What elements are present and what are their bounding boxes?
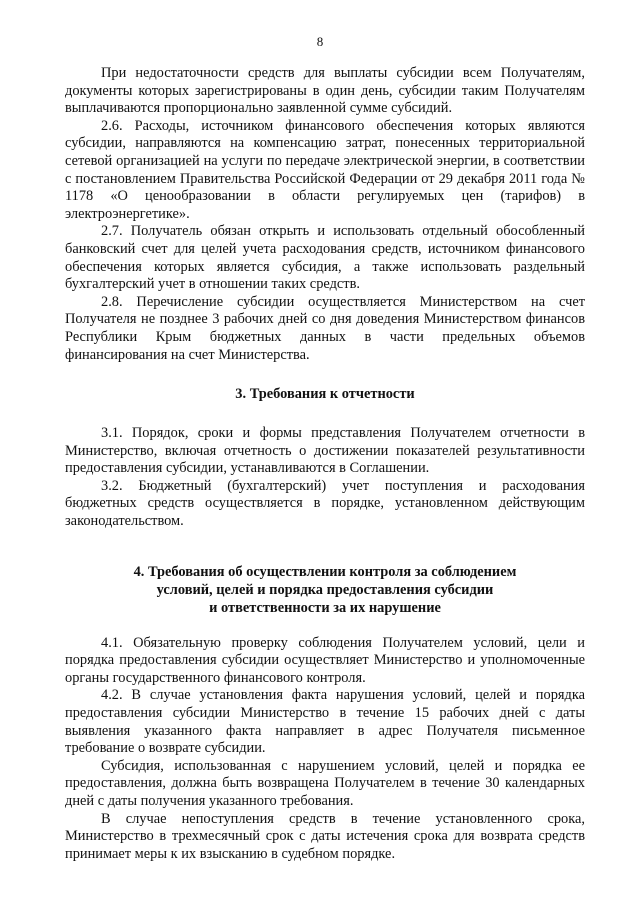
paragraph-2-7: 2.7. Получатель обязан открыть и использовать отдельный обособленный банковский счет для целей учета расходования средств, источником финансового обеспечения которых является субсидия, а также использовать раздельный бухгалтерский учет в отношении таких средств. bbox=[65, 223, 585, 293]
paragraph-insufficient-funds: При недостаточности средств для выплаты субсидии всем Получателям, документы которых зарегистрированы в один день, субсидии таким Получателям выплачиваются пропорционально заявленной сумме субсидий. bbox=[65, 65, 585, 117]
page-number: 8 bbox=[316, 34, 324, 49]
section-3-heading: 3. Требования к отчетности bbox=[235, 386, 415, 403]
paragraph-2-6: 2.6. Расходы, источником финансового обеспечения которых являются субсидии, направляются на компенсацию затрат, понесенных территориальной сетевой организацией на услуги по передаче электрической энергии, в соответствии с постановлением Правительства Российской Федерации от 29 декабря 2011 года № 1178 «О ценообразовании в области регулируемых цен (тарифов) в электроэнергетике». bbox=[65, 117, 585, 222]
section-4-heading bbox=[65, 563, 585, 617]
paragraph-4-2: 4.2. В случае установления факта нарушения условий, целей и порядка предоставления субсидии Министерство в течение 15 рабочих дней с даты выявления указанного факта направляет в адрес Получателя письменное требование о возврате субсидии. bbox=[65, 687, 585, 757]
section-4-heading-line-1: 4. Требования об осуществлении контроля за соблюдением bbox=[133, 563, 517, 580]
document-body bbox=[65, 65, 585, 863]
paragraph-3-2: 3.2. Бюджетный (бухгалтерский) учет поступления и расходования бюджетных средств осуществляется в порядке, установленном действующим законодательством. bbox=[65, 477, 585, 530]
paragraph-recovery: В случае непоступления средств в течение установленного срока, Министерство в трехмесячный срок с даты истечения срока для возврата средств принимает меры к их взысканию в судебном порядке. bbox=[65, 810, 585, 862]
paragraph-3-1: 3.1. Порядок, сроки и формы представления Получателем отчетности в Министерство, включая отчетность о достижении показателей результативности предоставления субсидии, устанавливаются в Соглашении. bbox=[65, 425, 585, 477]
paragraph-2-8: 2.8. Перечисление субсидии осуществляется Министерством на счет Получателя не позднее 3 рабочих дней со дня доведения Министерством финансов Республики Крым бюджетных данных в части предельных объемов финансирования на счет Министерства. bbox=[65, 293, 585, 363]
section-4-heading-line-2: условий, целей и порядка предоставления субсидии bbox=[156, 581, 494, 598]
paragraph-subsidy-return: Субсидия, использованная с нарушением условий, целей и порядка ее предоставления, должна быть возвращена Получателем в течение 30 календарных дней с даты получения указанного требования. bbox=[65, 757, 585, 809]
section-4-heading-line-3: и ответственности за их нарушение bbox=[209, 599, 441, 616]
paragraph-4-1: 4.1. Обязательную проверку соблюдения Получателем условий, цели и порядка предоставления субсидии осуществляет Министерство и уполномоченные органы государственного финансового контроля. bbox=[65, 634, 585, 686]
